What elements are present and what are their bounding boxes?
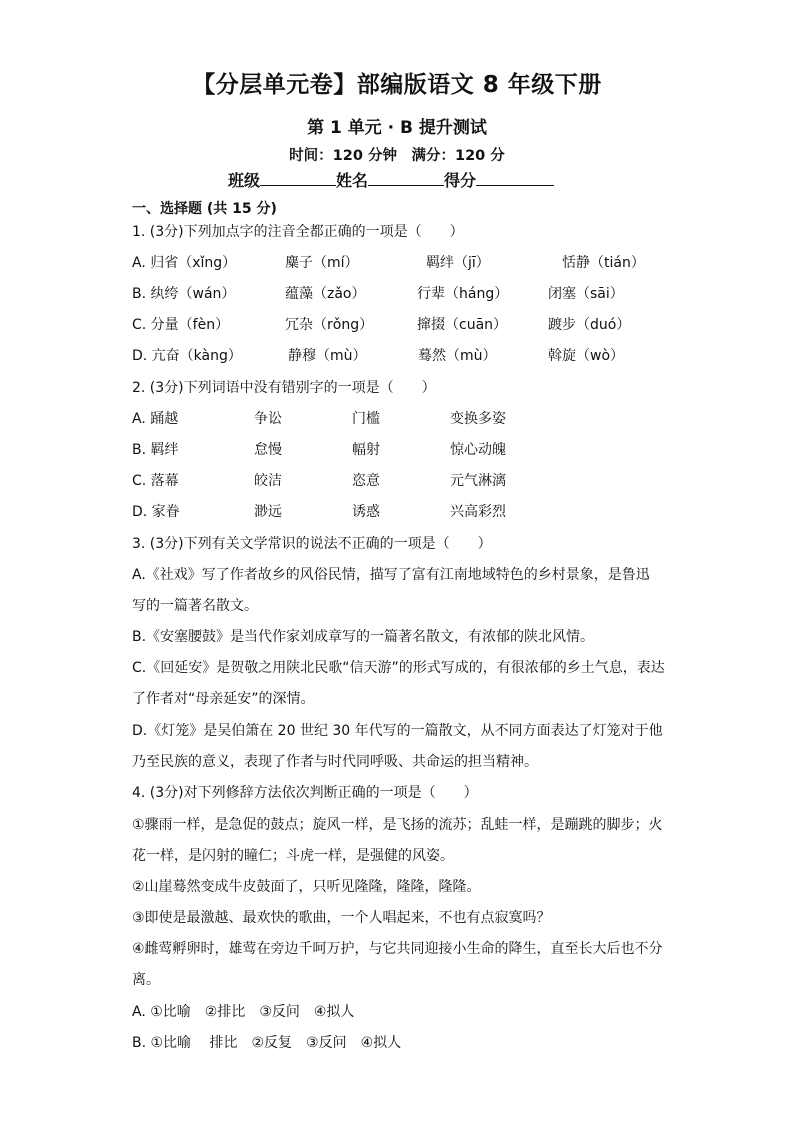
q2-option-b-2: 怠慢 bbox=[254, 442, 282, 458]
q3-line: D.《灯笼》是吴伯箫在 20 世纪 30 年代写的一篇散文，从不同方面表达了灯笼对于他 bbox=[132, 723, 663, 739]
q3-line: C.《回延安》是贺敬之用陕北民歌“信天游”的形式写成的，有很浓郁的乡土气息，表达 bbox=[132, 660, 665, 676]
q4-line: ②山崖蓦然变成牛皮鼓面了，只听见隆隆，隆隆，隆隆。 bbox=[132, 879, 481, 895]
q2-option-d-3: 诱惑 bbox=[352, 504, 380, 520]
class-blank[interactable] bbox=[260, 169, 336, 186]
q4-option-b: B. ①比喻 排比 ②反复 ③反问 ④拟人 bbox=[132, 1035, 402, 1051]
question-2-stem: 2. (3分)下列词语中没有错别字的一项是（ ） bbox=[132, 380, 436, 396]
q1-option-a-3: 羁绊（jī） bbox=[426, 255, 490, 271]
q4-option-a: A. ①比喻 ②排比 ③反问 ④拟人 bbox=[132, 1004, 355, 1020]
q1-option-a-4: 恬静（tián） bbox=[562, 255, 645, 271]
time-score-line: 时间：120 分钟 满分：120 分 bbox=[289, 148, 505, 164]
q2-option-d-4: 兴高彩烈 bbox=[450, 504, 506, 520]
q1-option-b-4: 闭塞（sāi） bbox=[548, 286, 624, 302]
q1-option-b-1: B. 纨绔（wán） bbox=[132, 286, 236, 302]
q2-option-c-2: 皎洁 bbox=[254, 473, 282, 489]
name-label: 姓名 bbox=[336, 171, 369, 190]
class-label: 班级 bbox=[228, 171, 261, 190]
q2-option-a-2: 争讼 bbox=[254, 411, 282, 427]
q1-option-b-2: 蕴藻（zǎo） bbox=[285, 286, 366, 302]
q1-option-b-3: 行辈（háng） bbox=[417, 286, 509, 302]
q2-option-a-3: 门槛 bbox=[352, 411, 380, 427]
q2-option-b-3: 幅射 bbox=[352, 442, 380, 458]
q2-option-c-4: 元气淋漓 bbox=[450, 473, 506, 489]
q1-option-d-3: 蓦然（mù） bbox=[418, 348, 497, 364]
student-info-line bbox=[228, 168, 554, 191]
question-1-stem: 1. (3分)下列加点字的注音全都正确的一项是（ ） bbox=[132, 224, 464, 240]
q4-line: ④雌莺孵卵时，雄莺在旁边千呵万护，与它共同迎接小生命的降生，直至长大后也不分 bbox=[132, 941, 663, 957]
q2-option-a-1: A. 踊越 bbox=[132, 411, 179, 427]
q2-option-d-1: D. 家眷 bbox=[132, 504, 180, 520]
q1-option-c-3: 撺掇（cuān） bbox=[417, 317, 508, 333]
question-3-stem: 3. (3分)下列有关文学常识的说法不正确的一项是（ ） bbox=[132, 536, 492, 552]
q4-line: ③即使是最激越、最欢快的歌曲，一个人唱起来，不也有点寂寞吗？ bbox=[132, 910, 551, 926]
section-heading: 一、选择题 (共 15 分) bbox=[132, 201, 277, 217]
q3-line: B.《安塞腰鼓》是当代作家刘成章写的一篇著名散文，有浓郁的陕北风情。 bbox=[132, 629, 595, 645]
q2-option-b-4: 惊心动魄 bbox=[450, 442, 506, 458]
q1-option-a-1: A. 归省（xǐng） bbox=[132, 255, 237, 271]
q1-option-d-2: 静穆（mù） bbox=[288, 348, 367, 364]
q4-line: 花一样，是闪射的瞳仁；斗虎一样，是强健的风姿。 bbox=[132, 848, 454, 864]
q1-option-c-2: 冗杂（rǒng） bbox=[285, 317, 374, 333]
q1-option-c-4: 踱步（duó） bbox=[548, 317, 631, 333]
q2-option-a-4: 变换多姿 bbox=[450, 411, 506, 427]
q4-line: 离。 bbox=[132, 972, 160, 988]
q1-option-c-1: C. 分量（fèn） bbox=[132, 317, 230, 333]
q2-option-b-1: B. 羁绊 bbox=[132, 442, 179, 458]
q1-option-d-1: D. 亢奋（kàng） bbox=[132, 348, 242, 364]
q2-option-c-3: 恣意 bbox=[352, 473, 380, 489]
q4-line: ①骤雨一样，是急促的鼓点；旋风一样，是飞扬的流苏；乱蛙一样，是蹦跳的脚步；火 bbox=[132, 817, 663, 833]
q3-line: A.《社戏》写了作者故乡的风俗民情，描写了富有江南地域特色的乡村景象，是鲁迅 bbox=[132, 567, 650, 583]
q1-option-a-2: 麋子（mí） bbox=[285, 255, 359, 271]
exam-title: 【分层单元卷】部编版语文 8 年级下册 bbox=[192, 72, 602, 98]
q2-option-c-1: C. 落幕 bbox=[132, 473, 179, 489]
q3-line: 写的一篇著名散文。 bbox=[132, 598, 258, 614]
score-label: 得分 bbox=[444, 171, 477, 190]
name-blank[interactable] bbox=[368, 169, 444, 186]
score-blank[interactable] bbox=[476, 169, 554, 186]
exam-subtitle: 第 1 单元 · B 提升测试 bbox=[307, 118, 487, 138]
question-4-stem: 4. (3分)对下列修辞方法依次判断正确的一项是（ ） bbox=[132, 785, 478, 801]
q3-line: 乃至民族的意义，表现了作者与时代同呼吸、共命运的担当精神。 bbox=[132, 754, 538, 770]
q2-option-d-2: 渺远 bbox=[254, 504, 282, 520]
q1-option-d-4: 斡旋（wò） bbox=[548, 348, 625, 364]
q3-line: 了作者对“母亲延安”的深情。 bbox=[132, 691, 315, 707]
